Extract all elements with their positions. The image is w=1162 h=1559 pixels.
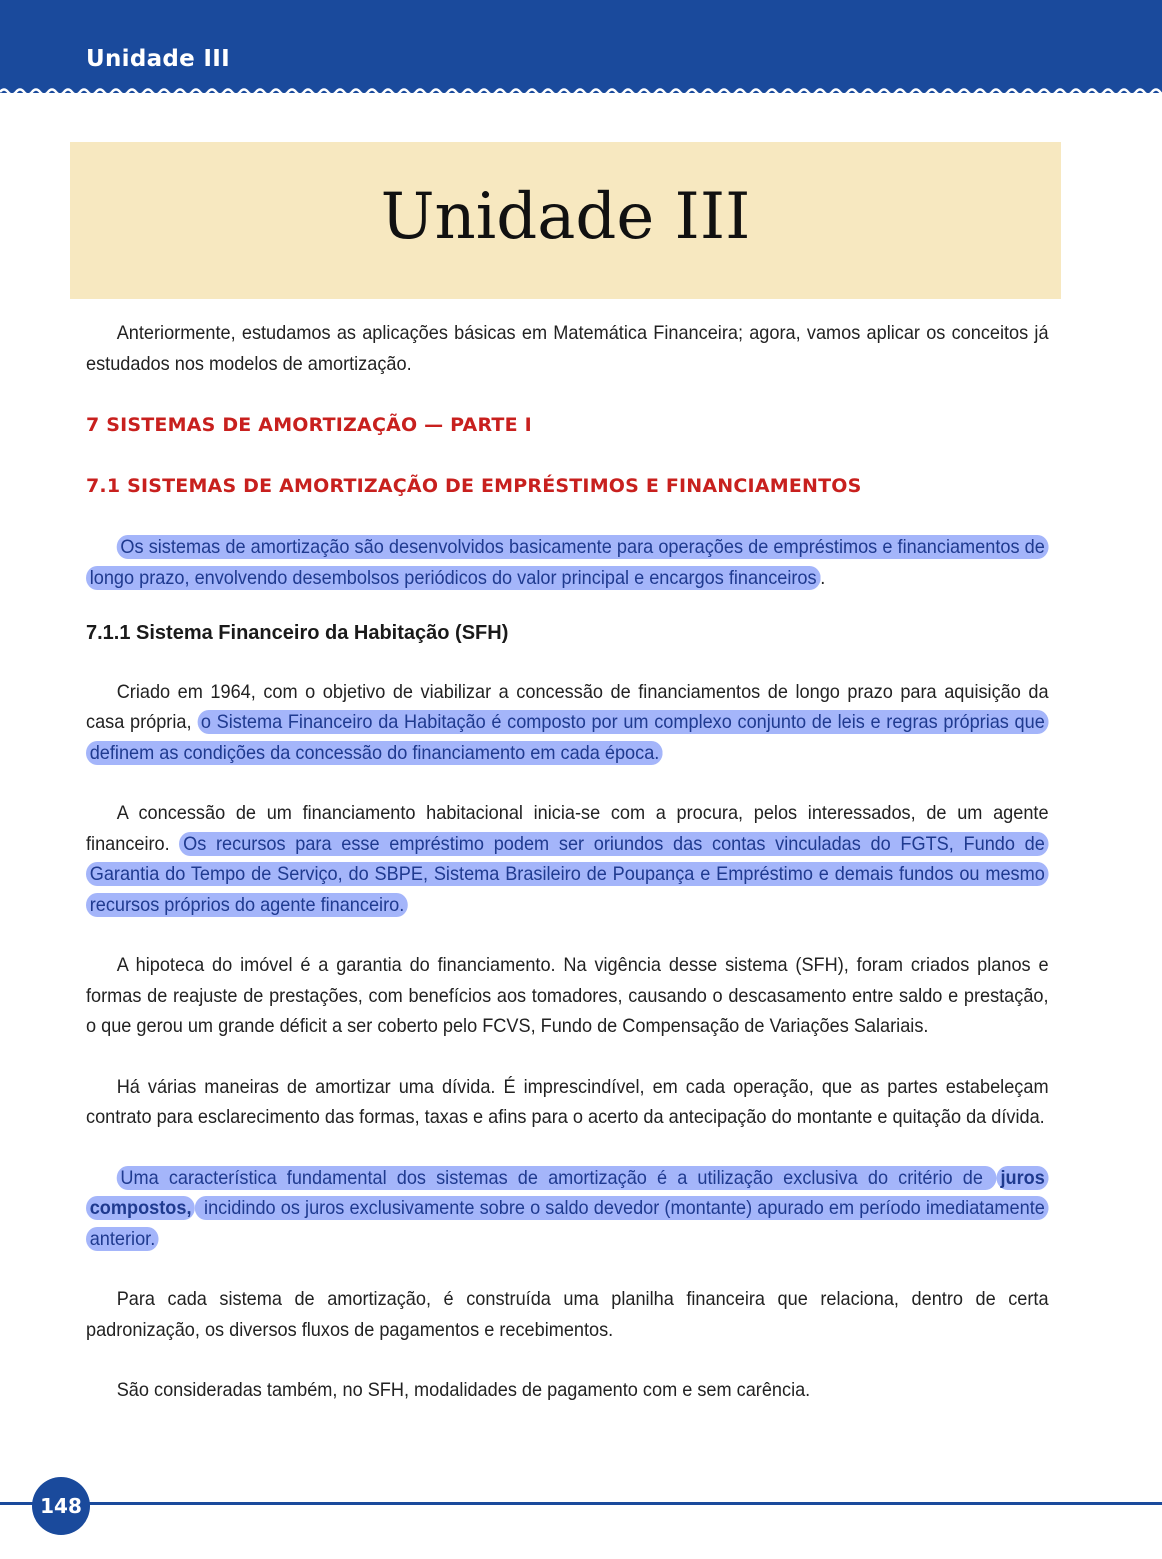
unit-title-box xyxy=(70,142,1061,299)
subsection-heading: 7.1 SISTEMAS DE AMORTIZAÇÃO DE EMPRÉSTIMOS E FINANCIAMENTOS xyxy=(86,474,862,497)
paragraph-text: A concessão de um financiamento habitacional inicia-se com a procura, pelos interessados, de um agente financeiro. xyxy=(86,802,1049,855)
page-number-badge xyxy=(32,1477,90,1535)
criado-paragraph xyxy=(86,677,1049,769)
highlighted-text: o Sistema Financeiro da Habitação é composto por um complexo conjunto de leis e regras próprias que definem as condições da concessão do financiamento em cada época. xyxy=(86,710,1049,765)
footer-rule xyxy=(80,1502,1162,1505)
highlighted-text: Os sistemas de amortização são desenvolvidos basicamente para operações de empréstimos e financiamentos de longo prazo, envolvendo desembolsos periódicos do valor principal e encargos financeiros xyxy=(86,535,1049,590)
paragraph-text: . xyxy=(820,566,826,589)
hipoteca-paragraph: A hipoteca do imóvel é a garantia do financiamento. Na vigência desse sistema (SFH), foram criados planos e formas de reajuste de prestações, com benefícios aos tomadores, causando o descasamento entre saldo e prestação, o que gerou um grande déficit a ser coberto pelo FCVS, Fundo de Compensação de Variações Salariais. xyxy=(86,954,1049,1037)
planilha-paragraph: Para cada sistema de amortização, é construída uma planilha financeira que relaciona, dentro de certa padronização, os diversos fluxos de pagamentos e recebimentos. xyxy=(86,1288,1049,1341)
page-number: 148 xyxy=(40,1494,82,1518)
concessao-paragraph xyxy=(86,798,1049,920)
caracteristica-paragraph xyxy=(86,1163,1049,1255)
header-title: Unidade III xyxy=(86,46,230,72)
carencia-paragraph: São consideradas também, no SFH, modalidades de pagamento com e sem carência. xyxy=(116,1379,811,1401)
sistemas-paragraph xyxy=(86,532,1049,593)
section-heading: 7 SISTEMAS DE AMORTIZAÇÃO — PARTE I xyxy=(86,414,532,436)
header-band xyxy=(0,0,1162,100)
bold-term: juros compostos, xyxy=(86,1166,1049,1221)
wave-decoration xyxy=(0,84,1162,100)
highlighted-text: Uma característica fundamental dos sistemas de amortização é a utilização exclusiva do critério de xyxy=(117,1166,997,1190)
unit-title: Unidade III xyxy=(380,180,751,254)
main-content xyxy=(86,318,1049,1406)
subsubsection-heading: 7.1.1 Sistema Financeiro da Habitação (SFH) xyxy=(86,622,509,644)
highlighted-text: Os recursos para esse empréstimo podem ser oriundos das contas vinculadas do FGTS, Fundo de Garantia do Tempo de Serviço, do SBPE, Sistema Brasileiro de Poupança e Empréstimo e demais fundos ou mesmo recursos próprios do agente financeiro. xyxy=(86,832,1049,917)
highlighted-text: incidindo os juros exclusivamente sobre o saldo devedor (montante) apurado em período imediatamente anterior. xyxy=(86,1196,1049,1251)
paragraph-text: Criado em 1964, com o objetivo de viabilizar a concessão de financiamentos de longo prazo para aquisição da casa própria, xyxy=(86,680,1049,733)
intro-paragraph: Anteriormente, estudamos as aplicações básicas em Matemática Financeira; agora, vamos aplicar os conceitos já estudados nos modelos de amortização. xyxy=(86,322,1049,375)
maneiras-paragraph: Há várias maneiras de amortizar uma dívida. É imprescindível, em cada operação, que as partes estabeleçam contrato para esclarecimento das formas, taxas e afins para o acerto da antecipação do montante e quitação da dívida. xyxy=(86,1075,1049,1128)
